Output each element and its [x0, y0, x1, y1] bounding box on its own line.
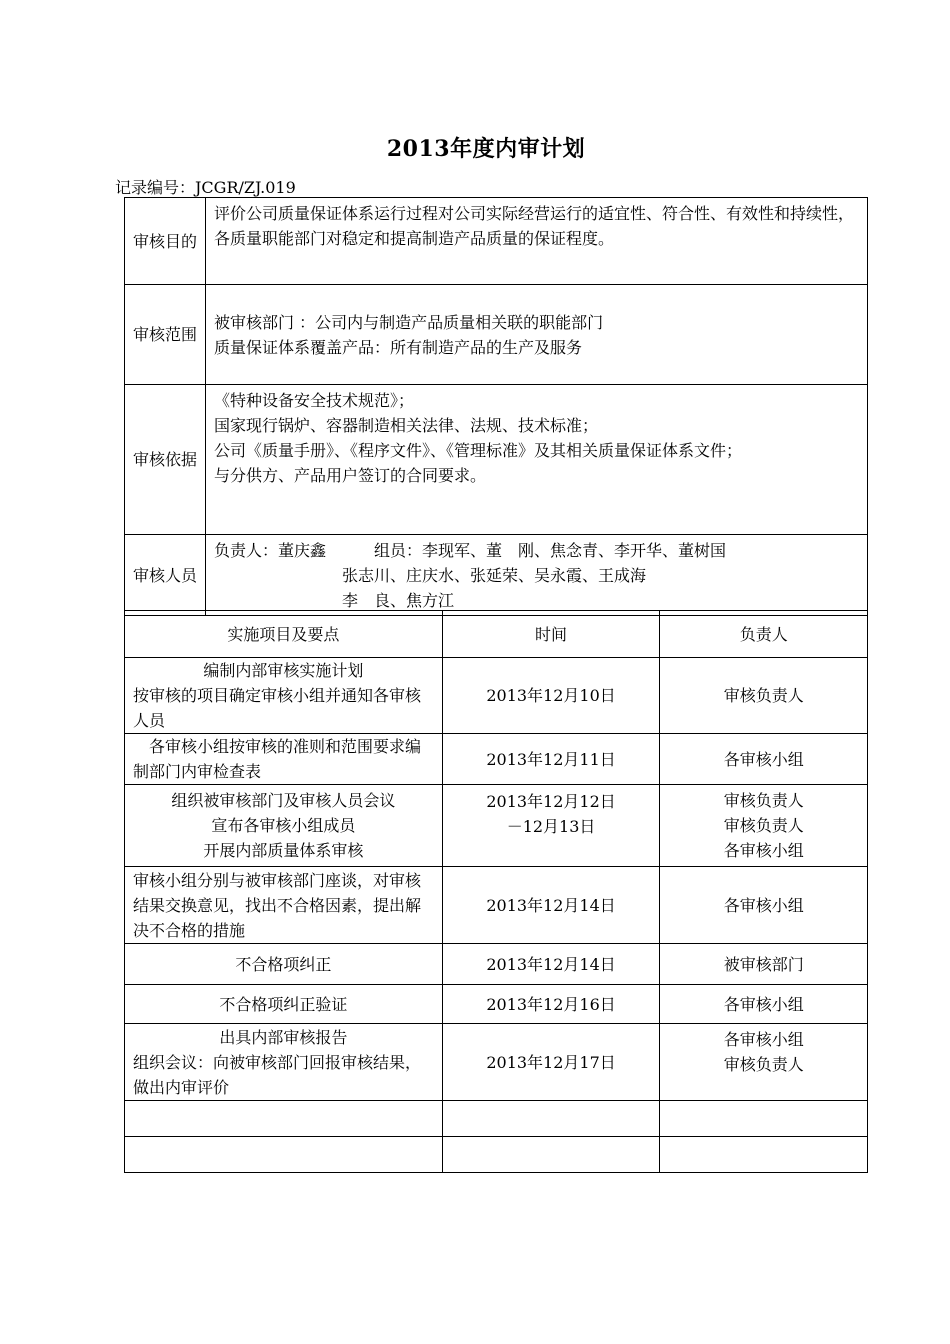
- table-row: [125, 785, 868, 867]
- implementation-table: [124, 610, 868, 1173]
- record-number: 记录编号：JCGR/ZJ.019: [115, 178, 296, 197]
- staff-row: [125, 535, 868, 616]
- time-cell: 2013年12月11日: [486, 749, 616, 769]
- empty-row: [125, 1101, 868, 1137]
- item-line: 各审核小组按审核的准则和范围要求编制部门内审检查表: [133, 737, 422, 781]
- basis-line: 国家现行锅炉、容器制造相关法律、法规、技术标准；: [214, 416, 599, 435]
- table-row: [125, 1024, 868, 1101]
- item-line: 开展内部质量体系审核: [203, 841, 364, 860]
- time-cell: 2013年12月16日: [486, 994, 616, 1014]
- purpose-text: 评价公司质量保证体系运行过程对公司实际经营运行的适宜性、符合性、有效性和持续性，各质量职能部门对稳定和提高制造产品质量的保证程度。: [214, 204, 855, 248]
- owner-cell: 审核负责人: [723, 791, 804, 810]
- table-row: [125, 944, 868, 985]
- item-line: 按审核的项目确定审核小组并通知各审核人员: [133, 686, 422, 730]
- empty-row: [125, 1137, 868, 1173]
- header-owner: 负责人: [660, 611, 868, 658]
- audit-info-table: [124, 197, 868, 616]
- owner-cell: 被审核部门: [723, 954, 804, 974]
- item-line: 不合格项纠正验证: [219, 994, 348, 1014]
- basis-line: 公司《质量手册》、《程序文件》、《管理标准》及其相关质量保证体系文件；: [214, 441, 743, 460]
- purpose-row: [125, 198, 868, 285]
- owner-cell: 各审核小组: [723, 1030, 804, 1049]
- scope-line: 质量保证体系覆盖产品：所有制造产品的生产及服务: [214, 338, 583, 357]
- item-line: 宣布各审核小组成员: [211, 816, 356, 835]
- staff-label: 审核人员: [125, 535, 206, 616]
- time-cell: 2013年12月14日: [486, 895, 616, 915]
- basis-label: 审核依据: [125, 385, 206, 535]
- item-line: 出具内部审核报告: [219, 1027, 348, 1047]
- owner-cell: 各审核小组: [723, 895, 804, 915]
- scope-row: [125, 285, 868, 385]
- item-line: 组织会议：向被审核部门回报审核结果，做出内审评价: [133, 1052, 422, 1097]
- staff-line: 李 良、焦方江: [342, 591, 455, 610]
- owner-cell: 各审核小组: [723, 994, 804, 1014]
- time-cell: 2013年12月14日: [486, 954, 616, 974]
- time-cell: －12月13日: [506, 817, 596, 836]
- owner-cell: 各审核小组: [723, 841, 804, 860]
- owner-cell: 各审核小组: [723, 749, 804, 769]
- item-line: 编制内部审核实施计划: [203, 661, 364, 680]
- table-row: [125, 658, 868, 734]
- header-time: 时间: [442, 611, 660, 658]
- time-cell: 2013年12月12日: [486, 792, 616, 811]
- document-title: 2013年度内审计划: [386, 136, 586, 162]
- time-cell: 2013年12月10日: [486, 686, 616, 705]
- owner-cell: 审核负责人: [723, 816, 804, 835]
- time-cell: 2013年12月17日: [486, 1053, 616, 1072]
- table-row: [125, 734, 868, 785]
- header-item: 实施项目及要点: [125, 611, 443, 658]
- staff-line: 负责人：董庆鑫 组员：李现军、董 刚、焦念青、李开华、董树国: [214, 541, 727, 560]
- table-row: [125, 985, 868, 1024]
- scope-line: 被审核部门 ：公司内与制造产品质量相关联的职能部门: [214, 313, 604, 332]
- purpose-label: 审核目的: [125, 198, 206, 285]
- table-header-row: [125, 611, 868, 658]
- staff-line: 张志川、庄庆水、张延荣、吴永霞、王成海: [342, 566, 647, 585]
- item-line: 组织被审核部门及审核人员会议: [171, 791, 396, 810]
- owner-cell: 审核负责人: [723, 686, 804, 705]
- owner-cell: 审核负责人: [723, 1055, 804, 1074]
- basis-line: 《特种设备安全技术规范》；: [214, 391, 415, 410]
- scope-label: 审核范围: [125, 285, 206, 385]
- table-row: [125, 867, 868, 944]
- basis-line: 与分供方、产品用户签订的合同要求。: [214, 466, 487, 485]
- item-line: 审核小组分别与被审核部门座谈，对审核结果交换意见，找出不合格因素，提出解决不合格的措施: [133, 870, 422, 940]
- item-line: 不合格项纠正: [235, 954, 332, 974]
- basis-row: [125, 385, 868, 535]
